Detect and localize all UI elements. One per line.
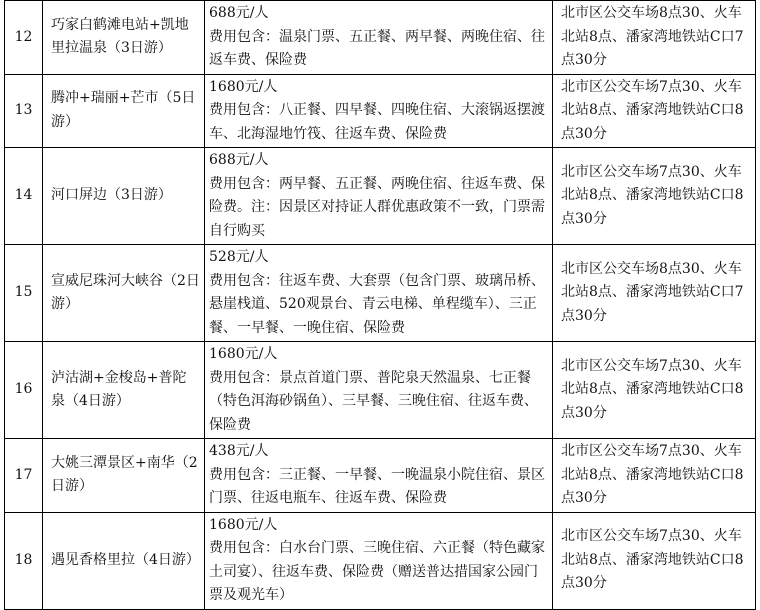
price-cell <box>205 245 553 342</box>
fee-includes: 费用包含：三正餐、一早餐、一晚温泉小院住宿、景区门票、往返电瓶车、往返车费、保险费 <box>209 466 545 506</box>
tour-routes-table <box>4 0 756 610</box>
fee-includes: 费用包含：两早餐、五正餐、两晚住宿、往返车费、保险费。注：因景区对持证人群优惠政策不一致，门票需自行购买 <box>209 175 545 239</box>
table-row <box>5 1 756 75</box>
table-row <box>5 512 756 609</box>
fee-includes: 费用包含：白水台门票、三晚住宿、六正餐（特色藏家土司宴）、往返车费、保险费（赠送普达措国家公园门票及观光车） <box>209 540 545 603</box>
price: 1680元/人 <box>209 78 278 95</box>
table-row <box>5 148 756 245</box>
price-cell <box>205 148 553 245</box>
route-name: 腾冲+瑞丽+芒市（5日游） <box>43 74 205 148</box>
price: 1680元/人 <box>209 516 278 533</box>
departure-info: 北市区公交车场7点30、火车北站8点、潘家湾地铁站C口8点30分 <box>553 148 756 245</box>
row-number: 16 <box>5 342 43 439</box>
fee-includes: 费用包含：八正餐、四早餐、四晚住宿、大滚锅返摆渡车、北海湿地竹筏、往返车费、保险费 <box>209 102 545 142</box>
row-number: 13 <box>5 74 43 148</box>
departure-info: 北市区公交车场7点30、火车北站8点、潘家湾地铁站C口8点30分 <box>553 439 756 513</box>
row-number: 12 <box>5 1 43 75</box>
departure-info: 北市区公交车场7点30、火车北站8点、潘家湾地铁站C口8点30分 <box>553 512 756 609</box>
price-cell <box>205 1 553 75</box>
route-name: 宣威尼珠河大峡谷（2日游） <box>43 245 205 342</box>
departure-info: 北市区公交车场8点30、火车北站8点、潘家湾地铁站C口7点30分 <box>553 1 756 75</box>
price: 1680元/人 <box>209 346 278 362</box>
row-number: 14 <box>5 148 43 245</box>
route-name: 泸沽湖+金梭岛+普陀泉（4日游） <box>43 342 205 439</box>
row-number: 18 <box>5 512 43 609</box>
row-number: 15 <box>5 245 43 342</box>
departure-info: 北市区公交车场7点30、火车北站8点、潘家湾地铁站C口8点30分 <box>553 342 756 439</box>
table-row <box>5 245 756 342</box>
price-cell <box>205 74 553 148</box>
table-row <box>5 342 756 439</box>
price: 528元/人 <box>209 249 269 265</box>
price-cell <box>205 342 553 439</box>
price: 438元/人 <box>209 443 269 459</box>
fee-includes: 费用包含：往返车费、大套票（包含门票、玻璃吊桥、悬崖栈道、520观景台、青云电梯、单程缆车）、三正餐、一早餐、一晚住宿、保险费 <box>209 272 545 336</box>
table-row <box>5 74 756 148</box>
table-row <box>5 439 756 513</box>
row-number: 17 <box>5 439 43 513</box>
price: 688元/人 <box>209 152 269 168</box>
route-name: 河口屏边（3日游） <box>43 148 205 245</box>
route-name: 巧家白鹤滩电站+凯地里拉温泉（3日游） <box>43 1 205 75</box>
departure-info: 北市区公交车场7点30、火车北站8点、潘家湾地铁站C口8点30分 <box>553 74 756 148</box>
route-name: 大姚三潭景区+南华（2日游） <box>43 439 205 513</box>
route-name: 遇见香格里拉（4日游） <box>43 512 205 609</box>
price-cell <box>205 439 553 513</box>
fee-includes: 费用包含：温泉门票、五正餐、两早餐、两晚住宿、往返车费、保险费 <box>209 28 545 68</box>
departure-info: 北市区公交车场8点30、火车北站8点、潘家湾地铁站C口7点30分 <box>553 245 756 342</box>
fee-includes: 费用包含：景点首道门票、普陀泉天然温泉、七正餐（特色洱海砂锅鱼）、三早餐、三晚住宿、往返车费、保险费 <box>209 369 538 433</box>
price: 688元/人 <box>209 5 269 21</box>
price-cell <box>205 512 553 609</box>
